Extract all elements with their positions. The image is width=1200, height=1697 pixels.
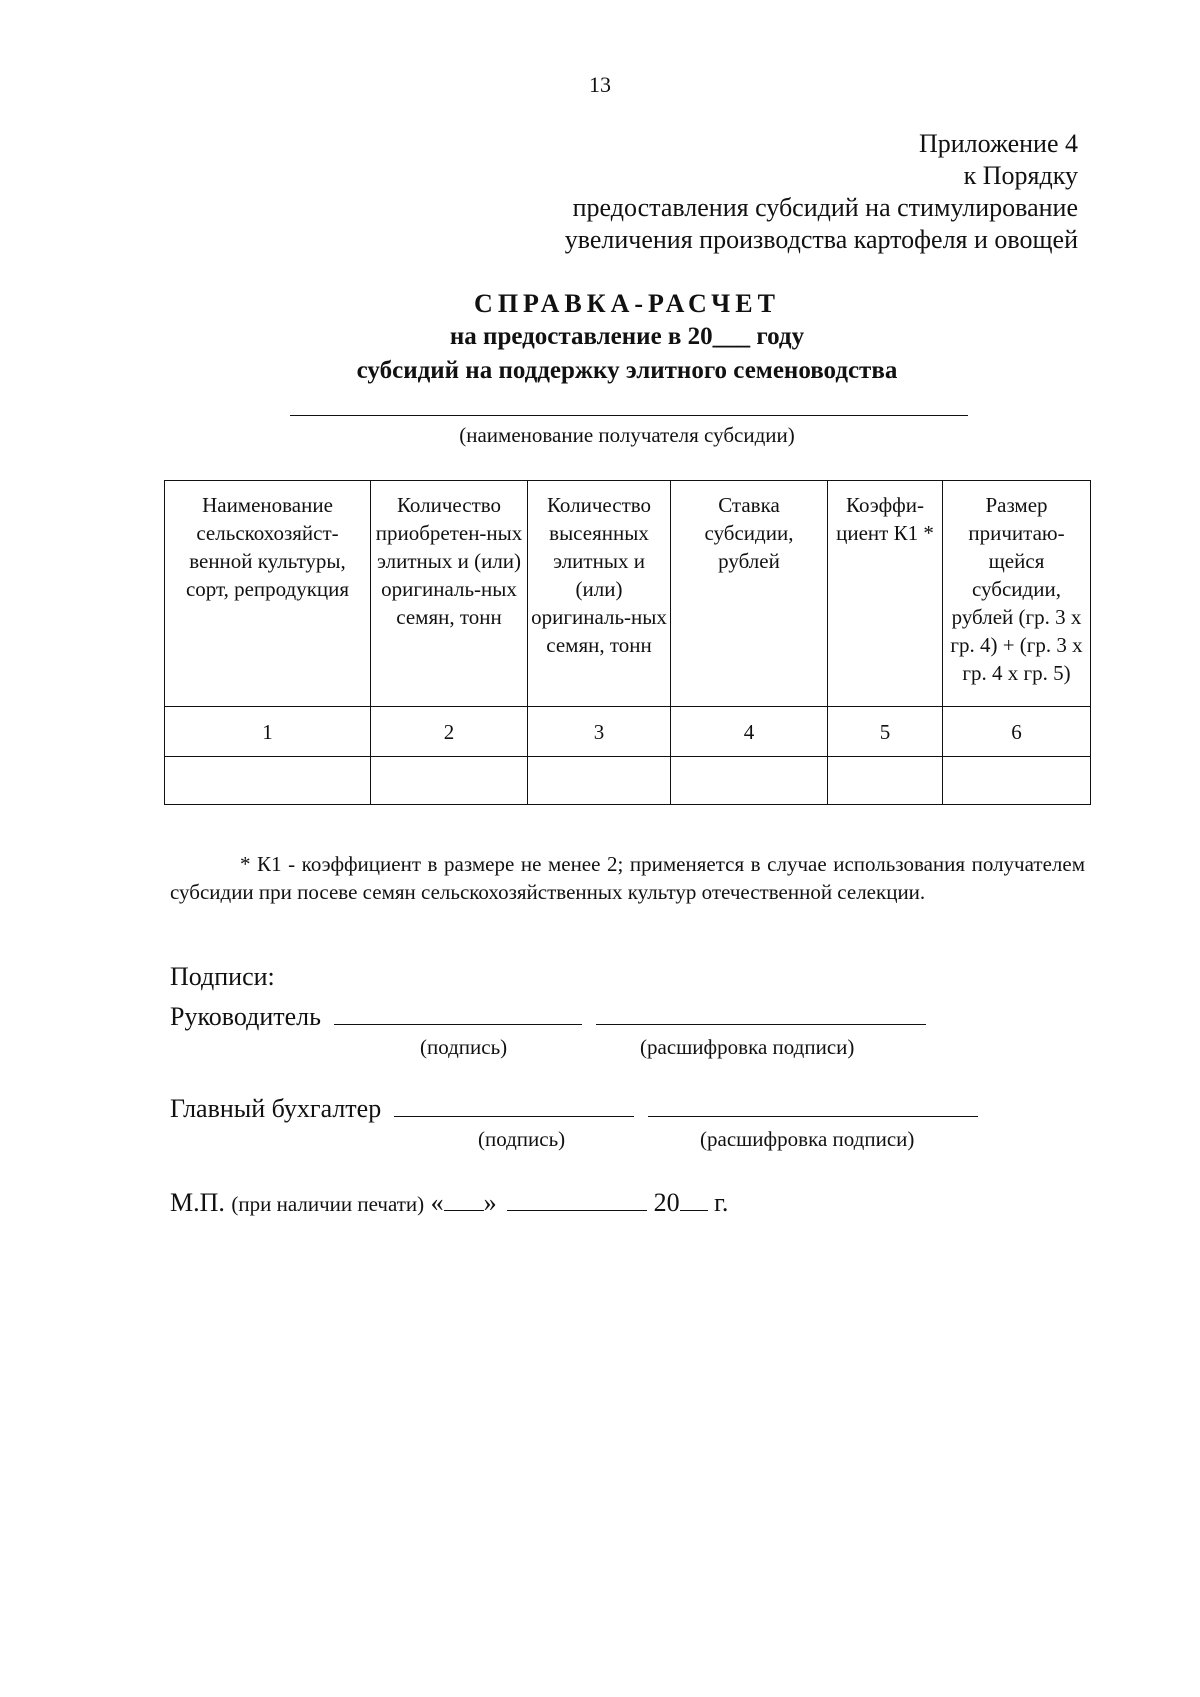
seal-note: (при наличии печати): [231, 1192, 425, 1216]
table-cell[interactable]: [828, 757, 943, 805]
table-cell[interactable]: [528, 757, 671, 805]
table-column-number-row: [165, 707, 1091, 757]
seal-label: М.П.: [170, 1188, 225, 1217]
appendix-line-4: увеличения производства картофеля и овощей: [564, 225, 1078, 254]
header-cell: Количество высеянных элитных и (или) оригиналь-ных семян, тонн: [528, 481, 671, 707]
title-subtitle-1: на предоставление в 20___ году: [449, 323, 805, 350]
head-label: Руководитель: [170, 1002, 321, 1031]
accountant-signature-field[interactable]: [394, 1090, 634, 1117]
date-month-field[interactable]: [507, 1184, 647, 1211]
page-number: 13: [589, 72, 611, 97]
table-cell[interactable]: [371, 757, 528, 805]
header-cell: Наименование сельскохозяйст-венной культуры, сорт, репродукция: [165, 481, 371, 707]
head-signature-caption: (подпись): [420, 1035, 508, 1059]
table-cell[interactable]: [671, 757, 828, 805]
recipient-name-line: [290, 415, 968, 416]
title-subtitle-2: субсидий на поддержку элитного семеноводства: [356, 357, 898, 384]
table-row: [165, 757, 1091, 805]
header-cell: Ставка субсидии, рублей: [671, 481, 828, 707]
column-number: 1: [165, 707, 371, 757]
table-header-row: [165, 481, 1091, 707]
header-cell: Количество приобретен-ных элитных и (или) оригиналь-ных семян, тонн: [371, 481, 528, 707]
head-decoding-caption: (расшифровка подписи): [640, 1035, 855, 1059]
column-number: 4: [671, 707, 828, 757]
date-year-suffix: г.: [714, 1188, 729, 1217]
head-signature-row: [170, 998, 926, 1032]
appendix-line-3: предоставления субсидий на стимулирование: [572, 193, 1078, 222]
appendix-line-2: к Порядку: [963, 161, 1078, 190]
signatures-heading: Подписи:: [170, 962, 275, 991]
recipient-caption: (наименование получателя субсидии): [459, 423, 795, 447]
chief-accountant-label: Главный бухгалтер: [170, 1094, 382, 1123]
date-year-prefix: 20: [653, 1188, 680, 1217]
date-quote-open: «: [430, 1188, 444, 1217]
table-cell[interactable]: [943, 757, 1091, 805]
column-number: 3: [528, 707, 671, 757]
footnote: * К1 - коэффициент в размере не менее 2; применяется в случае использования получателем субсидии при посеве семян сельскохозяйственных культур отечественной селекции.: [170, 852, 1085, 904]
header-cell: Размер причитаю-щейся субсидии, рублей (гр. 3 х гр. 4) + (гр. 3 х гр. 4 х гр. 5): [943, 481, 1091, 707]
table-cell[interactable]: [165, 757, 371, 805]
seal-date-row: [170, 1184, 728, 1218]
subsidy-calculation-table: [164, 480, 1091, 805]
column-number: 5: [828, 707, 943, 757]
title-main: СПРАВКА-РАСЧЕТ: [474, 289, 780, 318]
head-signature-field[interactable]: [334, 998, 582, 1025]
accountant-signature-caption: (подпись): [478, 1127, 566, 1151]
head-decoding-field[interactable]: [596, 998, 926, 1025]
accountant-decoding-field[interactable]: [648, 1090, 978, 1117]
accountant-signature-row: [170, 1090, 978, 1124]
appendix-line-1: Приложение 4: [918, 129, 1078, 158]
header-cell: Коэффи-циент К1 *: [828, 481, 943, 707]
date-day-field[interactable]: [444, 1184, 484, 1211]
column-number: 2: [371, 707, 528, 757]
appendix-reference: [565, 128, 1078, 256]
date-quote-close: »: [483, 1188, 497, 1217]
column-number: 6: [943, 707, 1091, 757]
accountant-decoding-caption: (расшифровка подписи): [700, 1127, 915, 1151]
document-title: [0, 288, 1200, 388]
date-year-field[interactable]: [680, 1184, 708, 1211]
